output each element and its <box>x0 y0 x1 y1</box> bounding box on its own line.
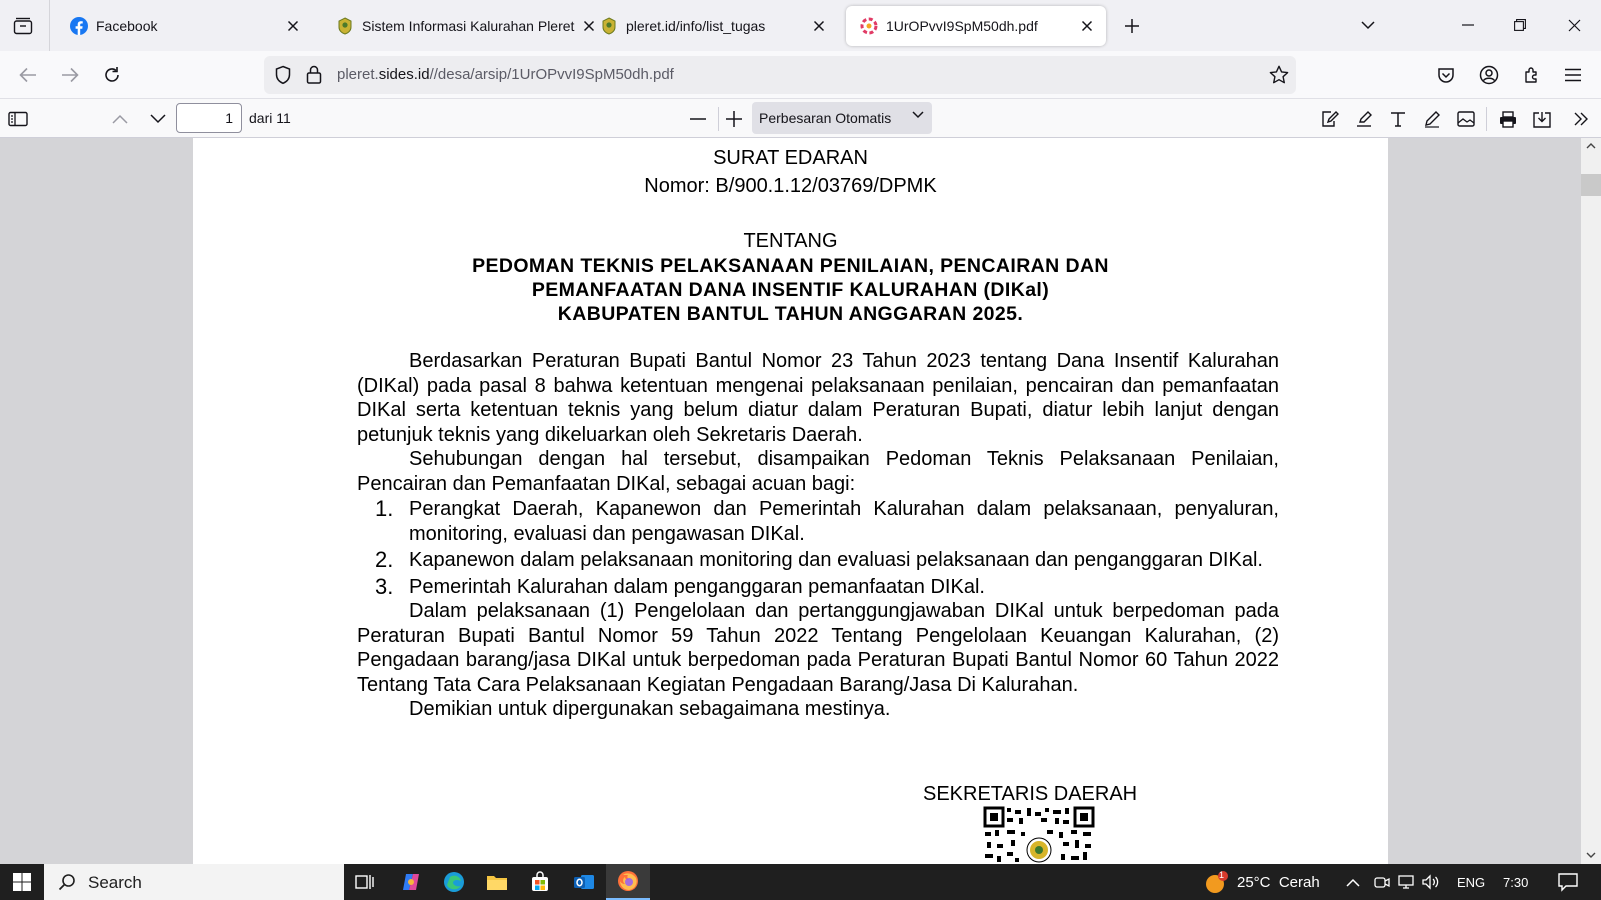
clock[interactable]: 7:30 <box>1503 875 1529 890</box>
document-subject-line: KABUPATEN BANTUL TAHUN ANGGARAN 2025. <box>557 303 1024 325</box>
list-text: Pemerintah Kalurahan dalam penganggaran pemanfaatan DIKal. <box>409 575 985 598</box>
firefox-icon <box>617 870 639 892</box>
outlook-icon <box>573 872 595 892</box>
chevron-down-icon <box>1361 21 1375 30</box>
print-button[interactable] <box>1494 105 1522 133</box>
task-view-button[interactable] <box>344 864 386 900</box>
minimize-button[interactable] <box>1448 8 1488 42</box>
taskbar-search-box[interactable] <box>44 864 344 900</box>
forward-button[interactable] <box>55 60 85 90</box>
chevron-down-icon <box>912 111 924 119</box>
highlight-button[interactable] <box>1350 105 1378 133</box>
toolbar-separator <box>718 107 719 131</box>
pdf-viewer-icon <box>860 17 878 35</box>
firefox-view-icon <box>13 17 33 35</box>
navigation-bar <box>0 51 1601 99</box>
minimize-icon <box>1462 24 1474 26</box>
tab-separator <box>49 0 50 51</box>
folder-icon <box>486 873 508 891</box>
kalurahan-emblem-icon <box>336 17 354 35</box>
edit-pdf-button[interactable] <box>1316 105 1344 133</box>
next-page-button[interactable] <box>144 105 172 133</box>
toolbar-separator <box>1486 107 1487 131</box>
close-icon <box>1568 19 1581 32</box>
kalurahan-emblem-icon <box>600 17 618 35</box>
chevron-down-icon <box>150 114 166 124</box>
search-icon <box>58 873 76 891</box>
url-prefix: pleret. <box>337 66 379 83</box>
list-text: Perangkat Daerah, Kapanewon dan Pemerintah Kalurahan dalam pelaksanaan, penyaluran, monitoring, evaluasi dan pengawasan DIKal. <box>409 498 1279 545</box>
pocket-icon <box>1437 67 1455 84</box>
double-chevron-right-icon <box>1573 112 1589 126</box>
hamburger-menu-icon <box>1565 68 1581 82</box>
signer-title: SEKRETARIS DAERAH <box>923 783 1138 805</box>
restore-icon <box>1514 19 1526 31</box>
page-count-label: dari 11 <box>249 110 291 126</box>
weather-widget[interactable] <box>1203 871 1229 895</box>
meet-now-icon[interactable] <box>1372 872 1392 892</box>
pocket-button[interactable] <box>1431 60 1461 90</box>
text-icon <box>1390 111 1406 127</box>
back-arrow-icon <box>19 67 37 83</box>
sidebar-toggle-icon <box>8 111 28 127</box>
scroll-up-arrow-icon <box>1586 142 1596 149</box>
close-tab-icon[interactable] <box>808 15 830 37</box>
edit-document-icon <box>1320 110 1340 128</box>
list-number: 3. <box>375 573 394 599</box>
close-window-button[interactable] <box>1554 8 1594 42</box>
zoom-out-button[interactable] <box>684 105 712 133</box>
chevron-up-icon <box>112 114 128 124</box>
sun-weather-icon <box>1203 871 1229 895</box>
back-button[interactable] <box>13 60 43 90</box>
notification-center-icon <box>1558 873 1578 891</box>
network-icon[interactable] <box>1397 872 1417 892</box>
print-icon <box>1499 111 1517 128</box>
add-image-button[interactable] <box>1452 105 1480 133</box>
tab-label: Sistem Informasi Kalurahan Pleret <box>362 18 575 34</box>
weather-text[interactable]: 25°C Cerah <box>1237 874 1320 891</box>
outlook-button[interactable] <box>563 864 605 900</box>
zoom-in-button[interactable] <box>720 105 748 133</box>
document-about-label: TENTANG <box>743 230 838 252</box>
notifications-button[interactable] <box>1556 872 1580 892</box>
list-number: 2. <box>375 547 394 572</box>
add-text-button[interactable] <box>1384 105 1412 133</box>
previous-page-button[interactable] <box>106 105 134 133</box>
document-subject-line: PEDOMAN TEKNIS PELAKSANAAN PENILAIAN, PENCAIRAN DAN <box>472 255 1109 277</box>
url-text[interactable] <box>337 66 674 83</box>
document-number: Nomor: B/900.1.12/03769/DPMK <box>644 175 937 197</box>
download-icon <box>1533 111 1551 128</box>
forward-arrow-icon <box>61 67 79 83</box>
tab-label: pleret.id/info/list_tugas <box>626 18 766 34</box>
task-view-icon <box>355 873 375 891</box>
bookmark-star-icon[interactable] <box>1269 65 1289 84</box>
tracking-protection-shield-icon[interactable] <box>274 65 292 85</box>
extensions-puzzle-icon <box>1523 66 1541 84</box>
extensions-button[interactable] <box>1517 60 1547 90</box>
store-icon <box>530 872 550 892</box>
qr-code-image <box>983 806 1095 866</box>
volume-icon[interactable] <box>1421 872 1441 892</box>
close-tab-icon[interactable] <box>282 15 304 37</box>
draw-button[interactable] <box>1418 105 1446 133</box>
list-number: 1. <box>375 496 394 521</box>
plus-icon <box>1124 18 1140 34</box>
list-text: Kapanewon dalam pelaksanaan monitoring dan evaluasi pelaksanaan dan penganggaran DIKal. <box>409 549 1263 571</box>
restore-button[interactable] <box>1500 8 1540 42</box>
reload-button[interactable] <box>97 60 127 90</box>
facebook-icon <box>70 17 88 35</box>
minus-icon <box>690 118 706 120</box>
url-host: sides.id <box>378 66 430 83</box>
vertical-scrollbar[interactable] <box>1581 138 1601 864</box>
pdf-toolbar <box>0 99 1601 138</box>
close-tab-icon[interactable] <box>1076 15 1098 37</box>
list-item <box>357 497 1279 546</box>
tab-sistem-informasi-kalurahan[interactable] <box>322 6 580 46</box>
account-button[interactable] <box>1474 60 1504 90</box>
start-button[interactable] <box>0 864 44 900</box>
address-bar[interactable] <box>264 56 1296 94</box>
zoom-select-value: Perbesaran Otomatis <box>759 110 892 126</box>
tab-pdf-document[interactable] <box>846 6 1106 46</box>
chevron-up-icon <box>1346 878 1360 887</box>
account-icon <box>1479 65 1499 85</box>
list-item <box>357 575 1279 600</box>
pen-icon <box>1423 110 1441 128</box>
paragraph: Dalam pelaksanaan (1) Pengelolaan dan pertanggungjawaban DIKal untuk berpedoman pada Peraturan Bupati Bantul Nomor 59 Tahun 2022 Tentang Pengelolaan Keuangan Kalurahan, (2) Pengadaan barang/jasa DIKal untuk berpedoman pada Peraturan Bupati Bantul Nomor 60 Tahun 2022 Tentang Tata Cara Pelaksanaan Kegiatan Pengadaan Barang/Jasa Di Kalurahan. <box>357 600 1279 696</box>
page-number-input[interactable] <box>176 103 242 133</box>
show-hidden-icons-button[interactable] <box>1343 872 1363 892</box>
new-tab-button[interactable] <box>1118 12 1146 40</box>
edge-browser-icon <box>443 871 465 893</box>
plus-icon <box>726 111 742 127</box>
list-all-tabs-button[interactable] <box>1348 8 1388 42</box>
pdf-viewer[interactable] <box>0 138 1601 864</box>
windows-taskbar <box>0 864 1601 900</box>
reload-icon <box>103 66 121 84</box>
lock-icon[interactable] <box>306 65 322 84</box>
edge-button[interactable] <box>433 864 475 900</box>
input-language[interactable]: ENG <box>1457 875 1486 890</box>
tools-menu-button[interactable] <box>1567 105 1595 133</box>
zoom-select[interactable] <box>752 102 932 134</box>
pdf-page <box>193 138 1388 878</box>
url-path: //desa/arsip/1UrOPvvI9SpM50dh.pdf <box>429 66 674 83</box>
scroll-down-arrow-icon <box>1586 852 1596 859</box>
document-heading: SURAT EDARAN <box>713 147 868 169</box>
windows-logo-icon <box>13 873 31 891</box>
weather-notification-badge: 1 <box>1219 870 1225 880</box>
microsoft-store-button[interactable] <box>519 864 561 900</box>
image-icon <box>1457 111 1475 127</box>
tab-label: 1UrOPvvI9SpM50dh.pdf <box>886 18 1038 34</box>
list-item <box>357 548 1279 573</box>
tab-pleret-list-tugas[interactable] <box>586 6 838 46</box>
tab-label: Facebook <box>96 18 158 34</box>
paragraph: Berdasarkan Peraturan Bupati Bantul Nomor 23 Tahun 2023 tentang Dana Insentif Kalurahan (DIKal) pada pasal 8 bahwa ketentuan mengenai pelaksanaan penilaian, pencairan dan pemanfaatan DIKal serta ketentuan teknis yang belum diatur dalam Peraturan Bupati, diatur lebih lanjut dengan petunjuk teknis yang dikeluarkan oleh Sekretaris Daerah. <box>357 350 1279 446</box>
document-subject-line: PEMANFAATAN DANA INSENTIF KALURAHAN (DIKal) <box>531 279 1050 301</box>
paragraph: Sehubungan dengan hal tersebut, disampaikan Pedoman Teknis Pelaksanaan Penilaian, Pencairan dan Pemanfaatan DIKal, sebagai acuan bagi: <box>357 448 1279 495</box>
tab-facebook[interactable] <box>56 6 312 46</box>
file-explorer-button[interactable] <box>476 864 518 900</box>
highlighter-icon <box>1354 110 1374 128</box>
tab-strip <box>0 0 1601 51</box>
copilot-button[interactable] <box>390 864 432 900</box>
search-label: Search <box>88 873 142 892</box>
toggle-sidebar-button[interactable] <box>4 105 32 133</box>
document-body <box>357 349 1279 722</box>
copilot-icon <box>400 871 422 893</box>
save-button[interactable] <box>1528 105 1556 133</box>
firefox-view-button[interactable] <box>8 12 38 40</box>
paragraph: Demikian untuk dipergunakan sebagaimana mestinya. <box>409 698 891 720</box>
firefox-taskbar-button[interactable] <box>606 864 650 900</box>
app-menu-button[interactable] <box>1558 60 1588 90</box>
scrollbar-thumb[interactable] <box>1581 174 1601 196</box>
